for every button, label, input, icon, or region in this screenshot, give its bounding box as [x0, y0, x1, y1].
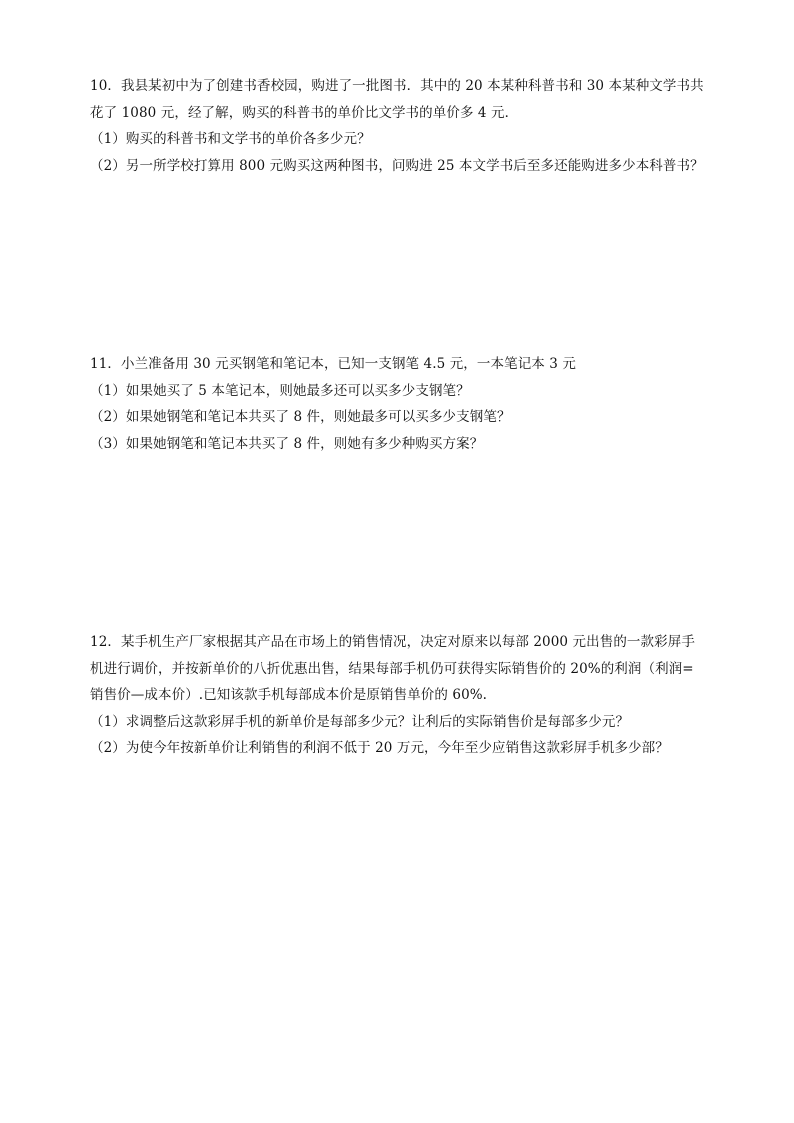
- problem-12-stem-line-3: 销售价—成本价）.已知该款手机每部成本价是原销售单价的 60%.: [90, 687, 488, 703]
- problem-12-question-1: （1）求调整后这款彩屏手机的新单价是每部多少元？让利后的实际销售价是每部多少元？: [90, 713, 630, 730]
- problem-12-question-2: （2）为使今年按新单价让利销售的利润不低于 20 万元，今年至少应销售这款彩屏手机多少部？: [90, 740, 669, 756]
- problem-11-stem-line-1: 11．小兰准备用 30 元买钢笔和笔记本，已知一支钢笔 4.5 元，一本笔记本 3 元: [90, 356, 576, 372]
- problem-10-question-1: （1）购买的科普书和文学书的单价各多少元？: [90, 131, 371, 147]
- problem-10-stem-line-2: 花了 1080 元，经了解，购买的科普书的单价比文学书的单价多 4 元．: [90, 104, 519, 121]
- problem-11-question-1: （1）如果她买了 5 本笔记本，则她最多还可以买多少支钢笔？: [90, 382, 470, 399]
- problem-12: [90, 629, 710, 762]
- problem-11-question-3: （3）如果她钢笔和笔记本共买了 8 件，则她有多少种购买方案？: [90, 435, 484, 452]
- problem-10-stem-line-1: 10．我县某初中为了创建书香校园，购进了一批图书．其中的 20 本某种科普书和 30 本某种文学书共: [90, 78, 704, 94]
- problem-12-stem-line-1: 12．某手机生产厂家根据其产品在市场上的销售情况，决定对原来以每部 2000 元出售的一款彩屏手: [90, 634, 695, 650]
- problem-11: [90, 351, 710, 457]
- problem-11-question-2: （2）如果她钢笔和笔记本共买了 8 件，则她最多可以买多少支钢笔？: [90, 409, 511, 425]
- problem-12-stem-line-2: 机进行调价，并按新单价的八折优惠出售，结果每部手机仍可获得实际销售价的 20%的利润（利润=: [90, 660, 694, 677]
- problem-10: [90, 73, 710, 179]
- problem-10-question-2: （2）另一所学校打算用 800 元购买这两种图书，问购进 25 本文学书后至多还能购进多少本科普书？: [90, 157, 704, 174]
